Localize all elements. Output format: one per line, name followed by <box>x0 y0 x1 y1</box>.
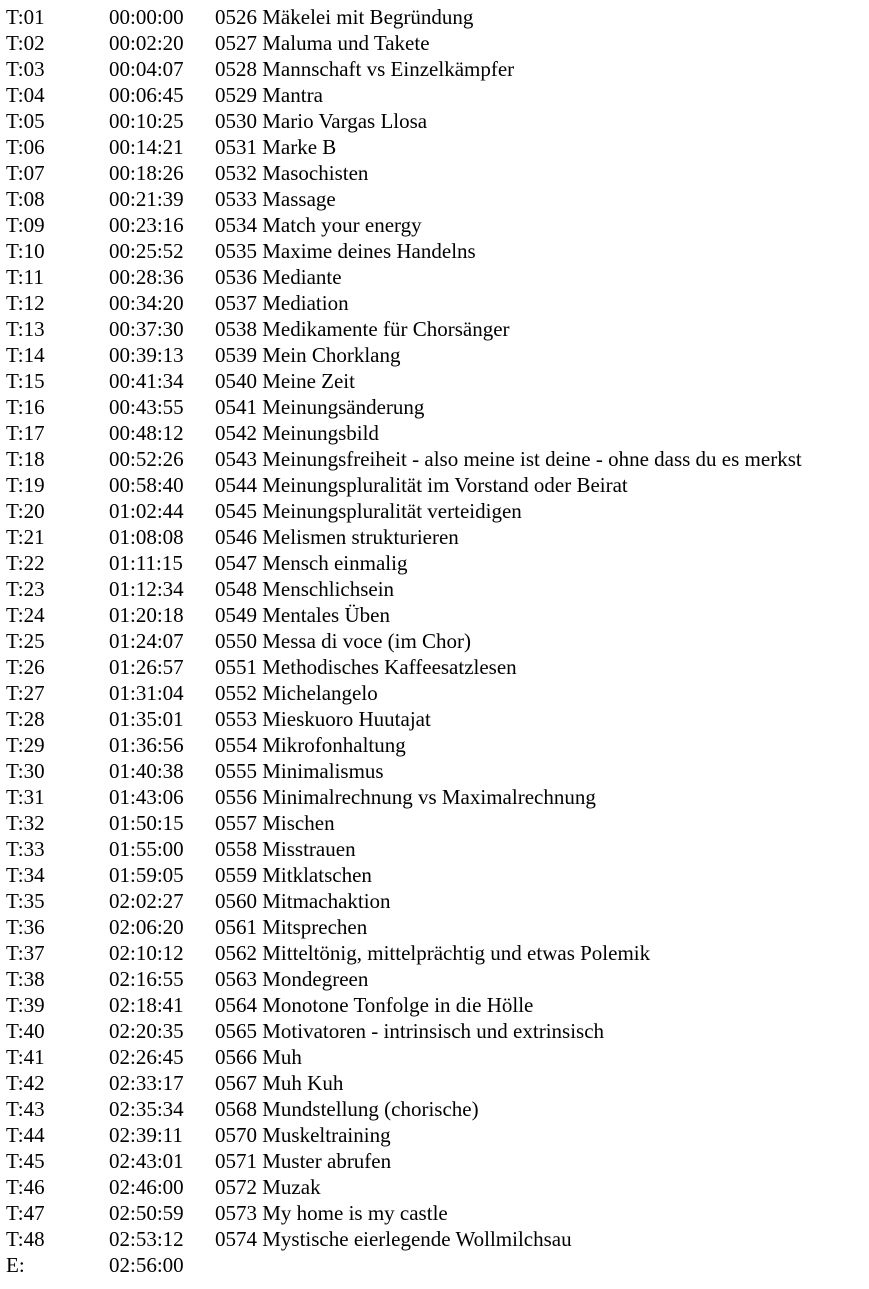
track-timestamp: 02:18:41 <box>109 993 184 1017</box>
track-number: T:44 <box>6 1123 45 1147</box>
track-title: 0563 Mondegreen <box>215 967 369 991</box>
track-timestamp: 01:31:04 <box>109 681 184 705</box>
track-number: T:09 <box>6 213 45 237</box>
track-timestamp: 01:59:05 <box>109 863 184 887</box>
track-row <box>6 1122 866 1148</box>
track-number: T:29 <box>6 733 45 757</box>
track-number: T:10 <box>6 239 45 263</box>
track-title: 0536 Mediante <box>215 265 342 289</box>
track-number: T:39 <box>6 993 45 1017</box>
track-number: T:18 <box>6 447 45 471</box>
track-row <box>6 576 866 602</box>
track-timestamp: 01:20:18 <box>109 603 184 627</box>
track-number: T:37 <box>6 941 45 965</box>
track-title: 0555 Minimalismus <box>215 759 384 783</box>
track-timestamp: 00:43:55 <box>109 395 184 419</box>
track-number: T:01 <box>6 5 45 29</box>
track-number: T:28 <box>6 707 45 731</box>
track-number: T:13 <box>6 317 45 341</box>
track-timestamp: 01:40:38 <box>109 759 184 783</box>
track-number: T:35 <box>6 889 45 913</box>
track-timestamp: 01:08:08 <box>109 525 184 549</box>
track-timestamp: 01:24:07 <box>109 629 184 653</box>
track-title: 0541 Meinungsänderung <box>215 395 425 419</box>
track-timestamp: 00:23:16 <box>109 213 184 237</box>
track-number: T:40 <box>6 1019 45 1043</box>
track-row <box>6 238 866 264</box>
track-title: 0543 Meinungsfreiheit - also meine ist deine - ohne dass du es merkst <box>215 447 802 471</box>
track-row <box>6 108 866 134</box>
track-row <box>6 394 866 420</box>
track-timestamp: 00:39:13 <box>109 343 184 367</box>
track-row <box>6 1096 866 1122</box>
track-title: 0558 Misstrauen <box>215 837 356 861</box>
track-number: T:38 <box>6 967 45 991</box>
track-title: 0557 Mischen <box>215 811 335 835</box>
track-row <box>6 1070 866 1096</box>
track-number: T:30 <box>6 759 45 783</box>
track-number: T:24 <box>6 603 45 627</box>
track-row <box>6 82 866 108</box>
track-row <box>6 30 866 56</box>
track-list <box>6 4 866 1278</box>
track-title: 0568 Mundstellung (chorische) <box>215 1097 479 1121</box>
track-title: 0564 Monotone Tonfolge in die Hölle <box>215 993 534 1017</box>
track-timestamp: 01:12:34 <box>109 577 184 601</box>
track-number: T:15 <box>6 369 45 393</box>
track-title: 0565 Motivatoren - intrinsisch und extrinsisch <box>215 1019 605 1043</box>
track-row <box>6 446 866 472</box>
track-timestamp: 01:50:15 <box>109 811 184 835</box>
track-title: 0556 Minimalrechnung vs Maximalrechnung <box>215 785 596 809</box>
track-title: 0529 Mantra <box>215 83 323 107</box>
track-title: 0573 My home is my castle <box>215 1201 448 1225</box>
track-row <box>6 706 866 732</box>
track-timestamp: 00:37:30 <box>109 317 184 341</box>
track-number: T:47 <box>6 1201 45 1225</box>
track-number: T:03 <box>6 57 45 81</box>
track-timestamp: 01:43:06 <box>109 785 184 809</box>
track-title: 0548 Menschlichsein <box>215 577 395 601</box>
track-row <box>6 186 866 212</box>
track-timestamp: 02:35:34 <box>109 1097 184 1121</box>
track-number: T:07 <box>6 161 45 185</box>
track-timestamp: 00:04:07 <box>109 57 184 81</box>
track-row <box>6 862 866 888</box>
track-title: 0532 Masochisten <box>215 161 369 185</box>
track-title: 0560 Mitmachaktion <box>215 889 391 913</box>
track-row <box>6 290 866 316</box>
track-row <box>6 784 866 810</box>
track-row <box>6 1200 866 1226</box>
track-timestamp: 02:43:01 <box>109 1149 184 1173</box>
track-timestamp: 00:10:25 <box>109 109 184 133</box>
track-title: 0537 Mediation <box>215 291 349 315</box>
track-title: 0554 Mikrofonhaltung <box>215 733 406 757</box>
track-number: T:27 <box>6 681 45 705</box>
track-timestamp: 01:55:00 <box>109 837 184 861</box>
track-number: T:06 <box>6 135 45 159</box>
track-title: 0551 Methodisches Kaffeesatzlesen <box>215 655 517 679</box>
track-row <box>6 264 866 290</box>
end-timestamp: 02:56:00 <box>109 1253 184 1277</box>
track-row <box>6 732 866 758</box>
track-row <box>6 654 866 680</box>
track-timestamp: 00:25:52 <box>109 239 184 263</box>
track-row <box>6 1018 866 1044</box>
track-number: T:34 <box>6 863 45 887</box>
track-title: 0530 Mario Vargas Llosa <box>215 109 428 133</box>
track-number: T:42 <box>6 1071 45 1095</box>
track-timestamp: 02:26:45 <box>109 1045 184 1069</box>
track-title: 0570 Muskeltraining <box>215 1123 391 1147</box>
track-title: 0561 Mitsprechen <box>215 915 368 939</box>
track-timestamp: 02:53:12 <box>109 1227 184 1251</box>
track-timestamp: 00:58:40 <box>109 473 184 497</box>
track-title: 0533 Massage <box>215 187 336 211</box>
track-title: 0572 Muzak <box>215 1175 321 1199</box>
track-row <box>6 992 866 1018</box>
track-timestamp: 00:52:26 <box>109 447 184 471</box>
track-timestamp: 02:39:11 <box>109 1123 183 1147</box>
track-title: 0528 Mannschaft vs Einzelkämpfer <box>215 57 515 81</box>
track-number: T:02 <box>6 31 45 55</box>
track-timestamp: 02:16:55 <box>109 967 184 991</box>
track-row <box>6 1226 866 1252</box>
track-number: T:19 <box>6 473 45 497</box>
track-row <box>6 1044 866 1070</box>
track-row <box>6 134 866 160</box>
track-row <box>6 810 866 836</box>
track-timestamp: 00:18:26 <box>109 161 184 185</box>
track-row <box>6 1148 866 1174</box>
track-number: T:16 <box>6 395 45 419</box>
track-title: 0534 Match your energy <box>215 213 422 237</box>
track-timestamp: 01:35:01 <box>109 707 184 731</box>
track-row <box>6 498 866 524</box>
track-timestamp: 00:06:45 <box>109 83 184 107</box>
track-title: 0574 Mystische eierlegende Wollmilchsau <box>215 1227 572 1251</box>
track-row <box>6 914 866 940</box>
end-label: E: <box>6 1253 25 1277</box>
track-number: T:04 <box>6 83 45 107</box>
track-title: 0547 Mensch einmalig <box>215 551 408 575</box>
track-row <box>6 342 866 368</box>
track-number: T:25 <box>6 629 45 653</box>
track-number: T:46 <box>6 1175 45 1199</box>
track-row <box>6 550 866 576</box>
track-row <box>6 836 866 862</box>
track-row <box>6 524 866 550</box>
track-timestamp: 02:50:59 <box>109 1201 184 1225</box>
track-number: T:14 <box>6 343 45 367</box>
track-timestamp: 00:00:00 <box>109 5 184 29</box>
track-timestamp: 00:14:21 <box>109 135 184 159</box>
track-title: 0550 Messa di voce (im Chor) <box>215 629 472 653</box>
track-number: T:32 <box>6 811 45 835</box>
track-row <box>6 628 866 654</box>
track-row <box>6 472 866 498</box>
track-timestamp: 02:02:27 <box>109 889 184 913</box>
track-timestamp: 00:48:12 <box>109 421 184 445</box>
track-timestamp: 00:02:20 <box>109 31 184 55</box>
track-row <box>6 420 866 446</box>
track-row <box>6 758 866 784</box>
track-number: T:43 <box>6 1097 45 1121</box>
end-row <box>6 1252 866 1278</box>
track-timestamp: 01:26:57 <box>109 655 184 679</box>
track-row <box>6 160 866 186</box>
track-timestamp: 01:11:15 <box>109 551 183 575</box>
track-title: 0531 Marke B <box>215 135 337 159</box>
track-row <box>6 602 866 628</box>
track-title: 0562 Mitteltönig, mittelprächtig und etwas Polemik <box>215 941 651 965</box>
track-row <box>6 888 866 914</box>
track-timestamp: 00:41:34 <box>109 369 184 393</box>
track-title: 0542 Meinungsbild <box>215 421 379 445</box>
track-number: T:11 <box>6 265 44 289</box>
track-number: T:23 <box>6 577 45 601</box>
track-title: 0552 Michelangelo <box>215 681 378 705</box>
track-number: T:31 <box>6 785 45 809</box>
track-timestamp: 01:02:44 <box>109 499 184 523</box>
track-title: 0553 Mieskuoro Huutajat <box>215 707 431 731</box>
track-title: 0549 Mentales Üben <box>215 603 390 627</box>
track-row <box>6 1174 866 1200</box>
track-title: 0527 Maluma und Takete <box>215 31 430 55</box>
track-number: T:45 <box>6 1149 45 1173</box>
track-title: 0539 Mein Chorklang <box>215 343 401 367</box>
track-number: T:33 <box>6 837 45 861</box>
track-title: 0559 Mitklatschen <box>215 863 372 887</box>
track-title: 0544 Meinungspluralität im Vorstand oder Beirat <box>215 473 628 497</box>
track-title: 0571 Muster abrufen <box>215 1149 392 1173</box>
track-timestamp: 02:46:00 <box>109 1175 184 1199</box>
track-number: T:12 <box>6 291 45 315</box>
track-row <box>6 56 866 82</box>
track-number: T:17 <box>6 421 45 445</box>
track-timestamp: 00:28:36 <box>109 265 184 289</box>
track-timestamp: 02:20:35 <box>109 1019 184 1043</box>
track-title: 0546 Melismen strukturieren <box>215 525 459 549</box>
track-timestamp: 02:06:20 <box>109 915 184 939</box>
track-title: 0545 Meinungspluralität verteidigen <box>215 499 522 523</box>
track-row <box>6 368 866 394</box>
track-timestamp: 00:21:39 <box>109 187 184 211</box>
track-number: T:48 <box>6 1227 45 1251</box>
track-number: T:22 <box>6 551 45 575</box>
track-timestamp: 00:34:20 <box>109 291 184 315</box>
track-number: T:41 <box>6 1045 45 1069</box>
track-timestamp: 02:33:17 <box>109 1071 184 1095</box>
track-title: 0540 Meine Zeit <box>215 369 355 393</box>
track-number: T:26 <box>6 655 45 679</box>
track-timestamp: 01:36:56 <box>109 733 184 757</box>
track-title: 0567 Muh Kuh <box>215 1071 344 1095</box>
track-title: 0535 Maxime deines Handelns <box>215 239 476 263</box>
track-title: 0566 Muh <box>215 1045 302 1069</box>
track-title: 0526 Mäkelei mit Begründung <box>215 5 474 29</box>
track-row <box>6 316 866 342</box>
track-row <box>6 212 866 238</box>
track-number: T:36 <box>6 915 45 939</box>
track-timestamp: 02:10:12 <box>109 941 184 965</box>
track-number: T:08 <box>6 187 45 211</box>
track-row <box>6 966 866 992</box>
track-number: T:21 <box>6 525 45 549</box>
track-title: 0538 Medikamente für Chorsänger <box>215 317 510 341</box>
track-row <box>6 940 866 966</box>
track-number: T:20 <box>6 499 45 523</box>
track-row <box>6 680 866 706</box>
track-number: T:05 <box>6 109 45 133</box>
track-row <box>6 4 866 30</box>
